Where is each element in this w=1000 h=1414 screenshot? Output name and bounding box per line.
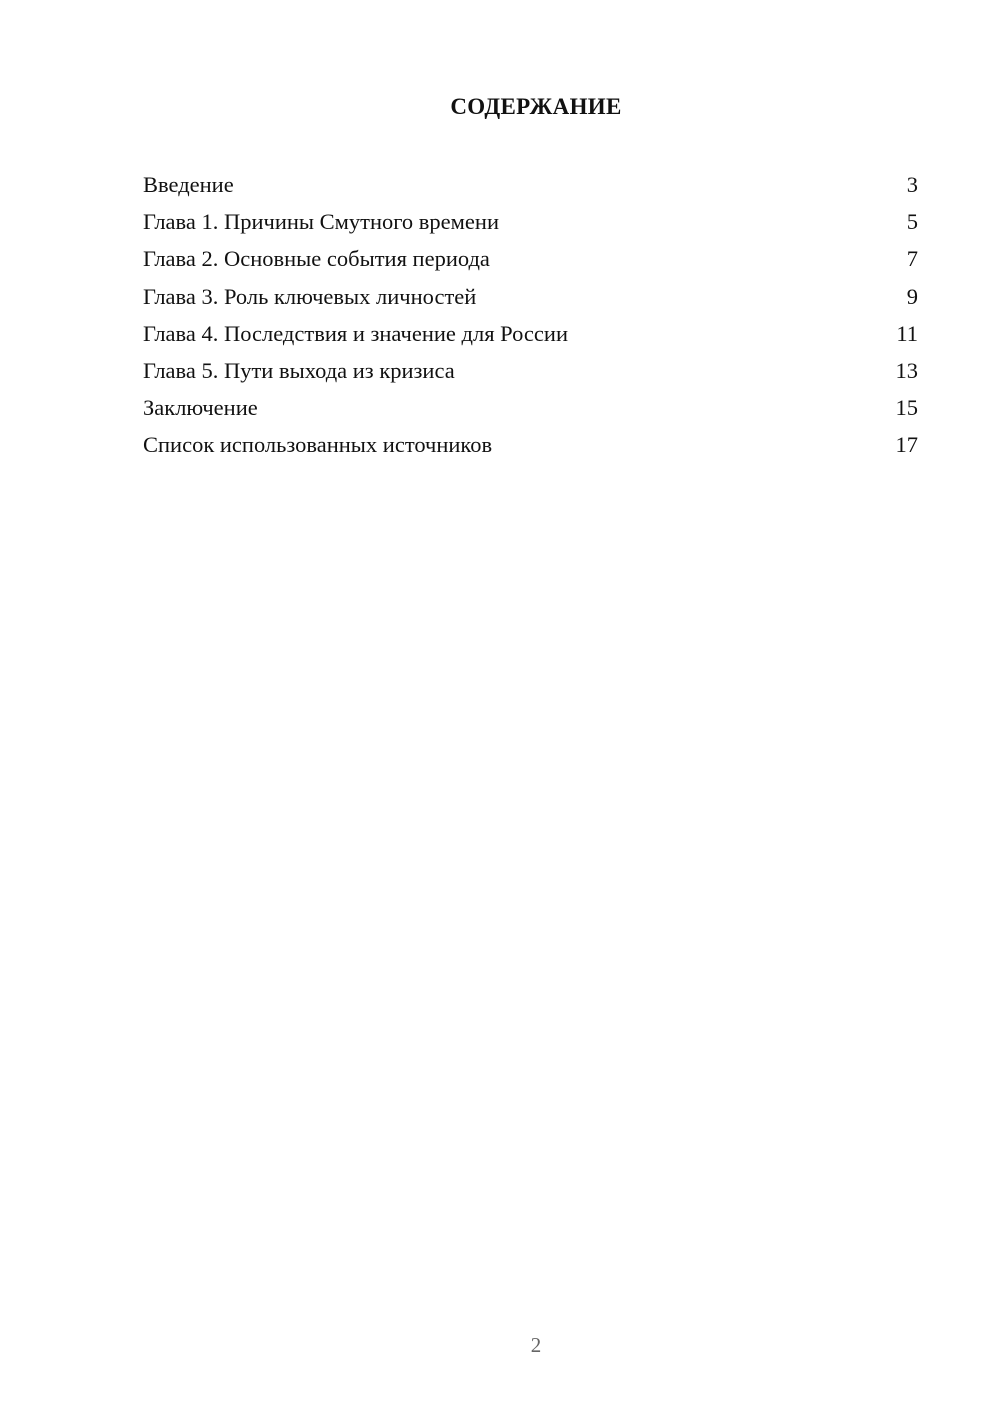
toc-entry-label: Заключение [143,395,258,421]
toc-entry-conclusion [143,392,918,429]
table-of-contents [143,169,918,467]
toc-entry-label: Глава 1. Причины Смутного времени [143,209,499,235]
toc-entry-page: 11 [896,320,918,346]
toc-entry-page: 7 [906,246,918,272]
toc-entry-introduction [143,169,918,206]
toc-entry-label: Глава 3. Роль ключевых личностей [143,283,477,309]
toc-entry-page: 3 [906,172,918,197]
page-number: 2 [530,1333,542,1357]
toc-entry-chapter-3 [143,281,918,318]
toc-title: СОДЕРЖАНИЕ [450,94,622,119]
toc-entry-label: Глава 2. Основные события периода [143,246,490,272]
toc-entry-page: 17 [895,432,918,458]
toc-entry-label: Глава 5. Пути выхода из кризиса [143,357,455,383]
toc-entry-references [143,429,918,466]
toc-entry-page: 9 [906,283,918,309]
toc-entry-page: 13 [895,357,918,383]
toc-entry-page: 5 [906,209,918,235]
toc-entry-chapter-2 [143,243,918,280]
toc-entry-chapter-4 [143,318,918,355]
toc-entry-label: Глава 4. Последствия и значение для России [143,320,568,346]
toc-entry-label: Введение [143,172,234,197]
toc-entry-label: Список использованных источников [143,432,493,458]
toc-entry-chapter-1 [143,206,918,243]
toc-entry-page: 15 [895,395,918,421]
toc-entry-chapter-5 [143,355,918,392]
